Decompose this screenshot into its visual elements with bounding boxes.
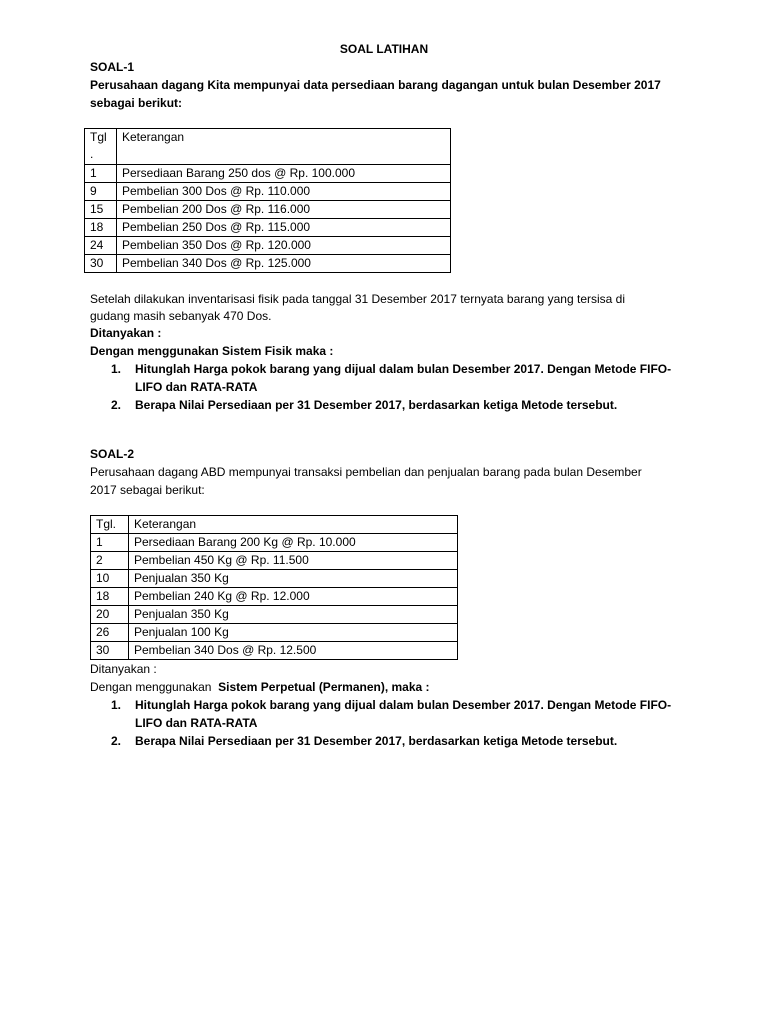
soal1-ditanyakan: Ditanyakan :: [90, 326, 162, 340]
cell-tgl: 30: [85, 255, 117, 273]
cell-tgl: 20: [91, 606, 129, 624]
soal2-intro-line1: Perusahaan dagang ABD mempunyai transaksi pembelian dan penjualan barang pada bulan Desember: [90, 465, 642, 479]
table-row: [91, 570, 458, 588]
soal1-intro-line1: Perusahaan dagang Kita mempunyai data persediaan barang dagangan untuk bulan Desember 2017: [90, 78, 661, 92]
cell-keterangan: Penjualan 350 Kg: [129, 606, 458, 624]
table-header-row: [85, 129, 451, 165]
soal1-inventory-table: [84, 128, 451, 273]
table-row: [85, 255, 451, 273]
table-row: [91, 588, 458, 606]
soal2-method-bold: Sistem Perpetual (Permanen), maka :: [218, 680, 430, 694]
column-header-keterangan: Keterangan: [129, 516, 458, 534]
cell-keterangan: Persediaan Barang 200 Kg @ Rp. 10.000: [129, 534, 458, 552]
soal1-method: Dengan menggunakan Sistem Fisik maka :: [90, 344, 334, 358]
question-text-line2: LIFO dan RATA-RATA: [135, 716, 258, 730]
cell-tgl: 9: [85, 183, 117, 201]
table-header-row: [91, 516, 458, 534]
question-number: 1.: [111, 362, 122, 376]
soal1-after-line1: Setelah dilakukan inventarisasi fisik pada tanggal 31 Desember 2017 ternyata barang yang tersisa di: [90, 292, 625, 306]
table-row: [91, 624, 458, 642]
soal2-intro-line2: 2017 sebagai berikut:: [90, 483, 205, 497]
table-row: [91, 606, 458, 624]
question-number: 2.: [111, 734, 122, 748]
cell-tgl: 2: [91, 552, 129, 570]
cell-tgl: 1: [91, 534, 129, 552]
soal2-method-prefix: Dengan menggunakan: [90, 680, 219, 694]
list-item: [90, 360, 680, 396]
table-row: [91, 642, 458, 660]
cell-tgl: 30: [91, 642, 129, 660]
table-row: [85, 219, 451, 237]
column-header-tgl: Tgl.: [91, 516, 129, 534]
page-title: SOAL LATIHAN: [339, 42, 429, 56]
soal1-intro-line2: sebagai berikut:: [90, 96, 183, 110]
cell-keterangan: Pembelian 340 Dos @ Rp. 12.500: [129, 642, 458, 660]
soal1-question-list: [90, 360, 680, 414]
cell-tgl: 26: [91, 624, 129, 642]
cell-keterangan: Pembelian 240 Kg @ Rp. 12.000: [129, 588, 458, 606]
question-text-line1: Berapa Nilai Persediaan per 31 Desember 2017, berdasarkan ketiga Metode tersebut.: [135, 398, 618, 412]
cell-keterangan: Pembelian 350 Dos @ Rp. 120.000: [117, 237, 451, 255]
cell-tgl: 24: [85, 237, 117, 255]
list-item: [90, 732, 680, 750]
table-row: [85, 165, 451, 183]
soal2-ditanyakan: Ditanyakan :: [90, 662, 157, 676]
soal2-transaction-table: [90, 515, 458, 660]
soal1-heading: SOAL-1: [90, 60, 135, 74]
soal2-question-list: [90, 696, 680, 750]
cell-keterangan: Penjualan 100 Kg: [129, 624, 458, 642]
question-text-line1: Hitunglah Harga pokok barang yang dijual dalam bulan Desember 2017. Dengan Metode FIFO-: [135, 362, 672, 376]
table-row: [91, 552, 458, 570]
cell-tgl: 18: [85, 219, 117, 237]
question-text-line1: Hitunglah Harga pokok barang yang dijual dalam bulan Desember 2017. Dengan Metode FIFO-: [135, 698, 672, 712]
cell-tgl: 18: [91, 588, 129, 606]
cell-keterangan: Persediaan Barang 250 dos @ Rp. 100.000: [117, 165, 451, 183]
question-text-line2: LIFO dan RATA-RATA: [135, 380, 258, 394]
cell-keterangan: Pembelian 300 Dos @ Rp. 110.000: [117, 183, 451, 201]
cell-keterangan: Pembelian 340 Dos @ Rp. 125.000: [117, 255, 451, 273]
soal1-after-line2: gudang masih sebanyak 470 Dos.: [90, 309, 272, 323]
soal2-heading: SOAL-2: [90, 447, 135, 461]
soal2-method: [90, 678, 430, 696]
cell-keterangan: Pembelian 450 Kg @ Rp. 11.500: [129, 552, 458, 570]
table-row: [85, 237, 451, 255]
column-header-tgl: Tgl .: [85, 129, 117, 165]
list-item: [90, 696, 680, 732]
cell-tgl: 1: [85, 165, 117, 183]
table-row: [85, 201, 451, 219]
cell-keterangan: Penjualan 350 Kg: [129, 570, 458, 588]
cell-tgl: 15: [85, 201, 117, 219]
cell-tgl: 10: [91, 570, 129, 588]
list-item: [90, 396, 680, 414]
cell-keterangan: Pembelian 250 Dos @ Rp. 115.000: [117, 219, 451, 237]
question-number: 2.: [111, 398, 122, 412]
table-row: [85, 183, 451, 201]
column-header-keterangan: Keterangan: [117, 129, 451, 165]
question-text-line1: Berapa Nilai Persediaan per 31 Desember 2017, berdasarkan ketiga Metode tersebut.: [135, 734, 618, 748]
cell-keterangan: Pembelian 200 Dos @ Rp. 116.000: [117, 201, 451, 219]
question-number: 1.: [111, 698, 122, 712]
table-row: [91, 534, 458, 552]
